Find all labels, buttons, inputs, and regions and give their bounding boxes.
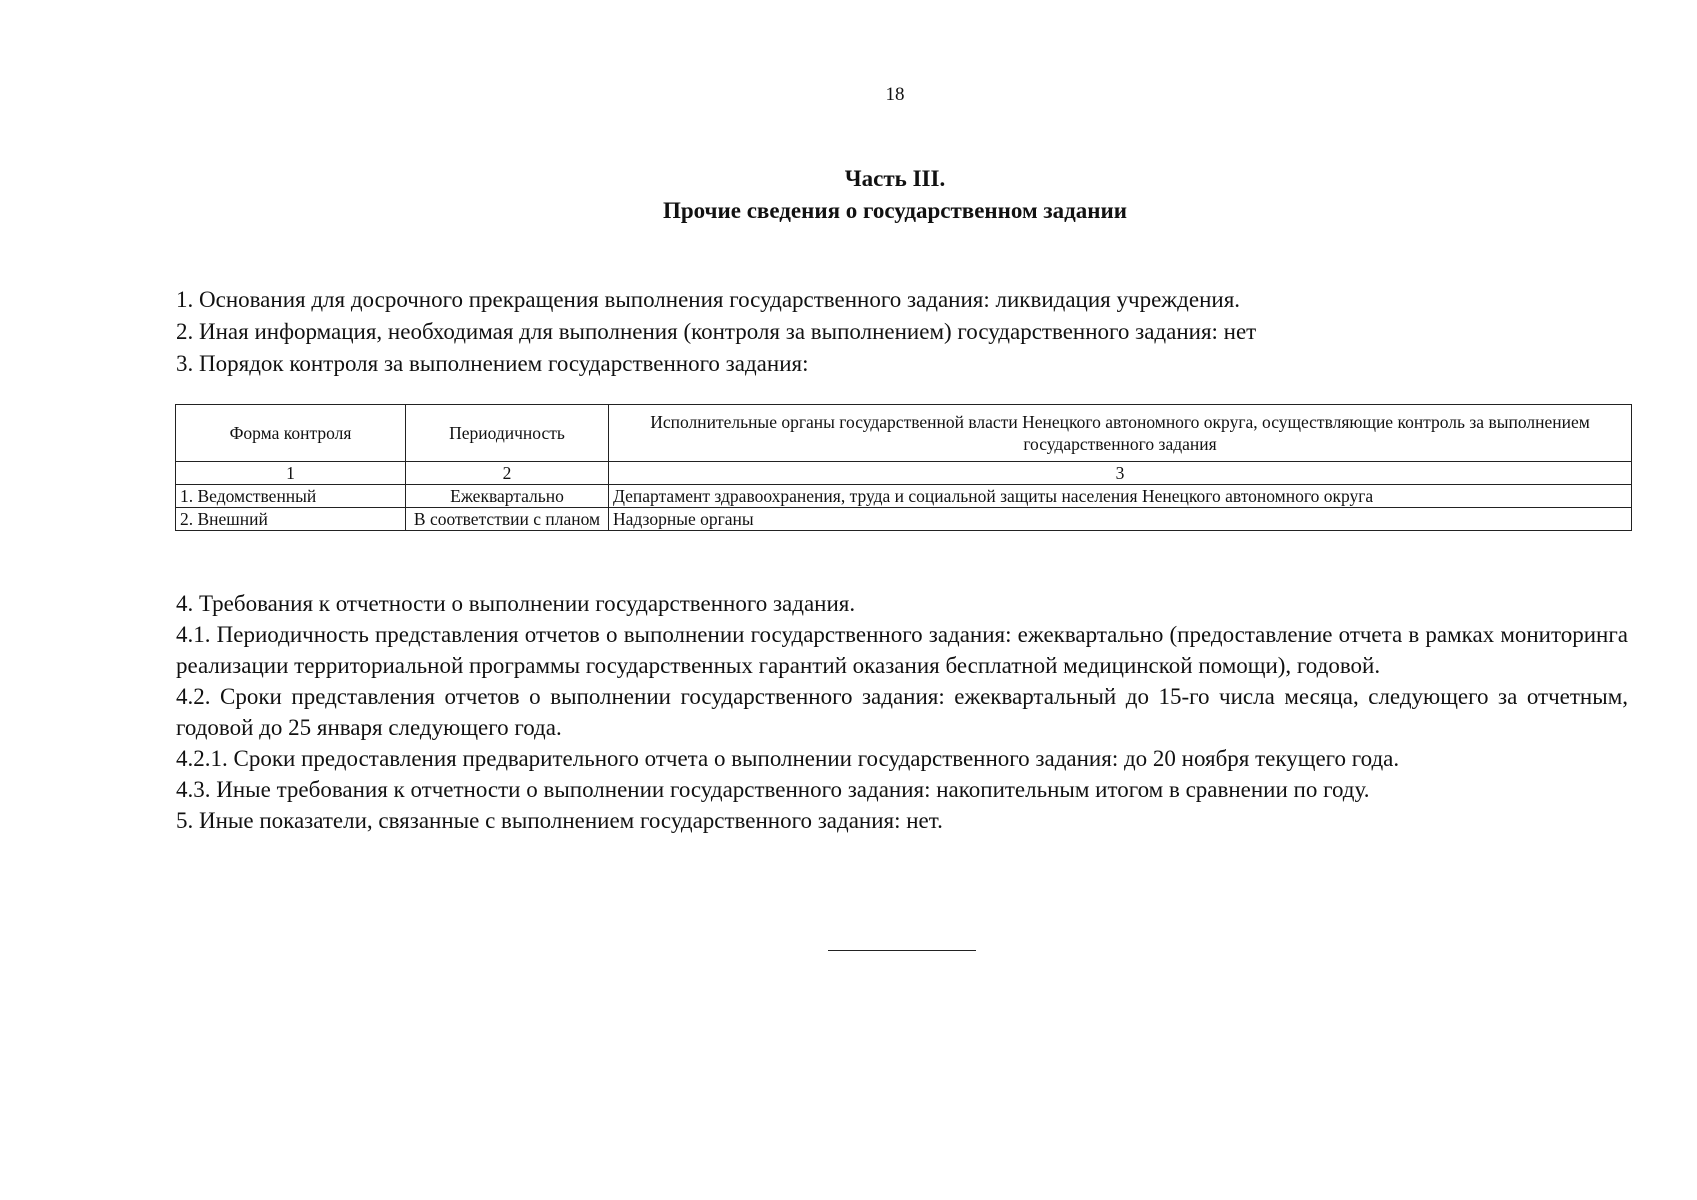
requirement-4-1: 4.1. Периодичность представления отчетов о выполнении государственного задания: ежеквартально (предоставление отчета в рамках мониторинга реализации территориальной программы государственных гарантий оказания бесплатной медицинской помощи), годовой. (176, 622, 1628, 678)
column-number: 2 (406, 462, 609, 485)
column-number: 1 (176, 462, 406, 485)
requirements-section (176, 588, 1628, 836)
column-number: 3 (609, 462, 1632, 485)
closing-rule (828, 950, 976, 951)
table-cell: Надзорные органы (609, 508, 1632, 531)
item-2: 2. Иная информация, необходимая для выполнения (контроля за выполнением) государственного задания: нет (176, 319, 1257, 344)
table-cell: В соответствии с планом (406, 508, 609, 531)
table-cell: Департамент здравоохранения, труда и социальной защиты населения Ненецкого автономного округа (609, 485, 1632, 508)
header-periodicity: Периодичность (406, 405, 609, 462)
table-row (176, 508, 1632, 531)
requirement-4: 4. Требования к отчетности о выполнении государственного задания. (176, 591, 856, 616)
table-column-numbers-row (176, 462, 1632, 485)
requirement-4-2: 4.2. Сроки представления отчетов о выполнении государственного задания: ежеквартальный до 15-го числа месяца, следующего за отчетным, годовой до 25 января следующего года. (176, 684, 1628, 740)
header-control-form: Форма контроля (176, 405, 406, 462)
requirement-4-3: 4.3. Иные требования к отчетности о выполнении государственного задания: накопительным итогом в сравнении по году. (176, 777, 1370, 802)
control-table (175, 404, 1632, 531)
part-title: Прочие сведения о государственном задании (662, 198, 1128, 223)
item-3: 3. Порядок контроля за выполнением государственного задания: (176, 351, 809, 376)
requirement-5: 5. Иные показатели, связанные с выполнением государственного задания: нет. (176, 808, 943, 833)
table-cell: Ежеквартально (406, 485, 609, 508)
page-number: 18 (885, 84, 905, 105)
intro-section (176, 284, 1636, 380)
part-heading: Часть III. (844, 166, 946, 191)
table-cell: 1. Ведомственный (176, 485, 406, 508)
table-cell: 2. Внешний (176, 508, 406, 531)
table-header-row (176, 405, 1632, 462)
requirement-4-2-1: 4.2.1. Сроки предоставления предварительного отчета о выполнении государственного задания: до 20 ноября текущего года. (176, 746, 1400, 771)
table-row (176, 485, 1632, 508)
header-authorities: Исполнительные органы государственной власти Ненецкого автономного округа, осуществляющие контроль за выполнением государственного задания (609, 405, 1632, 462)
item-1: 1. Основания для досрочного прекращения выполнения государственного задания: ликвидация учреждения. (176, 287, 1241, 312)
